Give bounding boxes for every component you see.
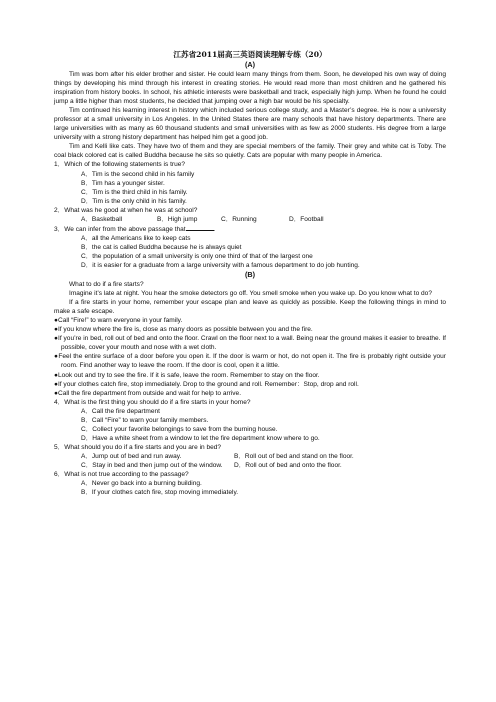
bullet-item: ●Call the fire department from outside and wait for help to arrive. xyxy=(54,389,242,397)
bullet-icon: ● xyxy=(54,335,59,343)
bullet-icon: ● xyxy=(54,353,59,361)
bullet-item: ●If you’re in bed, roll out of bed and onto the floor. Crawl on the floor next to a wall. Being near the ground makes it easier to breathe. If possible, cover your mouth and nose with a wet cloth. xyxy=(54,335,446,352)
answer-option: D．Have a white sheet from a window to let the fire department know where to go. xyxy=(81,434,320,442)
passage-heading: What to do if a fire starts? xyxy=(69,281,144,289)
bullet-icon: ● xyxy=(54,380,58,388)
answer-option: D．it is easier for a graduate from a large university with a famous department to do job hunting. xyxy=(81,261,360,269)
answer-option: A．Basketball xyxy=(81,215,123,223)
answer-options-row xyxy=(54,452,446,461)
answer-option: B．Tim has a younger sister. xyxy=(81,179,165,187)
question-stem: 3．We can infer from the above passage that xyxy=(54,225,186,233)
section-b-label: (B) xyxy=(245,270,255,280)
question-stem: 1．Which of the following statements is true? xyxy=(54,161,185,169)
answer-options-row xyxy=(54,461,446,470)
answer-option: C．the population of a small university is only one third of that of the largest one xyxy=(81,252,313,260)
answer-option: A．all the Americans like to keep cats xyxy=(81,234,191,242)
answer-option: D．Roll out of bed and onto the floor. xyxy=(234,461,342,469)
bullet-item: ●If your clothes catch fire, stop immediately. Drop to the ground and roll. Remember：Stop, drop and roll. xyxy=(54,380,359,388)
answer-blank[interactable] xyxy=(186,224,214,231)
document-page xyxy=(54,50,446,497)
document-title: 江苏省2011届高三英语阅读理解专练（20） xyxy=(173,50,327,59)
bullet-icon: ● xyxy=(54,389,58,397)
answer-option: B．If your clothes catch fire, stop moving immediately. xyxy=(81,489,239,497)
question-stem: 6．What is not true according to the passage? xyxy=(54,471,189,479)
answer-option: A．Tim is the second child in his family xyxy=(81,170,195,178)
answer-option: C．Running xyxy=(221,215,257,223)
paragraph: Tim continued his learning interest in history which included serious college study, and a Master’s degree. He is now a university professor at a small university in Los Angeles. In the United States there are many schools that have history departments. There are large universities with as many as 60 thousand students and small universities with as few as 2000 students. His degree from a large university with a strong history department has helped him get a good job. xyxy=(54,107,446,142)
answer-option: C．Collect your favorite belongings to save from the burning house. xyxy=(81,425,278,433)
question-stem-with-blank xyxy=(54,224,446,234)
answer-option: B．the cat is called Buddha because he is always quiet xyxy=(81,243,242,251)
answer-option: A．Jump out of bed and run away. xyxy=(81,452,182,460)
question-stem: 4．What is the first thing you should do if a fire starts in your home? xyxy=(54,398,251,406)
answer-option: B．Call “Fire” to warn your family members. xyxy=(81,416,209,424)
bullet-item: ●Call “Fire!” to warn everyone in your family. xyxy=(54,317,183,325)
question-stem: 2．What was he good at when he was at school? xyxy=(54,206,198,214)
bullet-icon: ● xyxy=(54,317,58,325)
bullet-item: ●Look out and try to see the fire. If it is safe, leave the room. Remember to stay on the floor. xyxy=(54,371,320,379)
paragraph: Tim was born after his elder brother and sister. He could learn many things from them. Soon, he developed his own way of doing things by developing his mind through his interest in creating stories. He would read more than most children and he gathered his inspiration from history books. In school, his athletic interests were basketball and track, especially high jump. When he found he could jump a little higher than most students, he decided that jumping over a high bar would be his specialty. xyxy=(54,71,446,106)
paragraph: Imagine it’s late at night. You hear the smoke detectors go off. You smell smoke when you wake up. Do you know what to do? xyxy=(69,290,432,298)
paragraph: If a fire starts in your home, remember your escape plan and leave as quickly as possible. Keep the following things in mind to make a safe escape. xyxy=(54,299,446,316)
answer-option: A．Call the fire department xyxy=(81,407,160,415)
bullet-item: ●Feel the entire surface of a door before you open it. If the door is warm or hot, do not open it. The fire is probably right outside your room. Find another way to leave the room. If the door is cool, open it a little. xyxy=(54,353,446,370)
answer-option: D．Football xyxy=(289,215,324,223)
answer-option: B．Roll out of bed and stand on the floor. xyxy=(234,452,354,460)
answer-options-row xyxy=(54,215,446,224)
section-a-label: (A) xyxy=(245,60,255,69)
bullet-item: ●If you know where the fire is, close as many doors as possible between you and the fire. xyxy=(54,326,313,334)
paragraph: Tim and Kelli like cats. They have two of them and they are special members of the family. Their grey and white cat is Toby. The coal black colored cat is called Buddha because he sits so quietly. Cats are popular with many people in America. xyxy=(54,143,446,160)
question-stem-end: . xyxy=(213,225,216,233)
question-stem: 5．What should you do if a fire starts and you are in bed? xyxy=(54,443,222,451)
bullet-icon: ● xyxy=(54,371,58,379)
answer-option: C．Stay in bed and then jump out of the window. xyxy=(81,461,223,469)
answer-option: A．Never go back into a burning building. xyxy=(81,480,202,488)
answer-option: B．High jump xyxy=(157,215,198,223)
answer-option: C．Tim is the third child in his family. xyxy=(81,188,188,196)
bullet-icon: ● xyxy=(54,326,58,334)
answer-option: D．Tim is the only child in his family. xyxy=(81,197,187,205)
